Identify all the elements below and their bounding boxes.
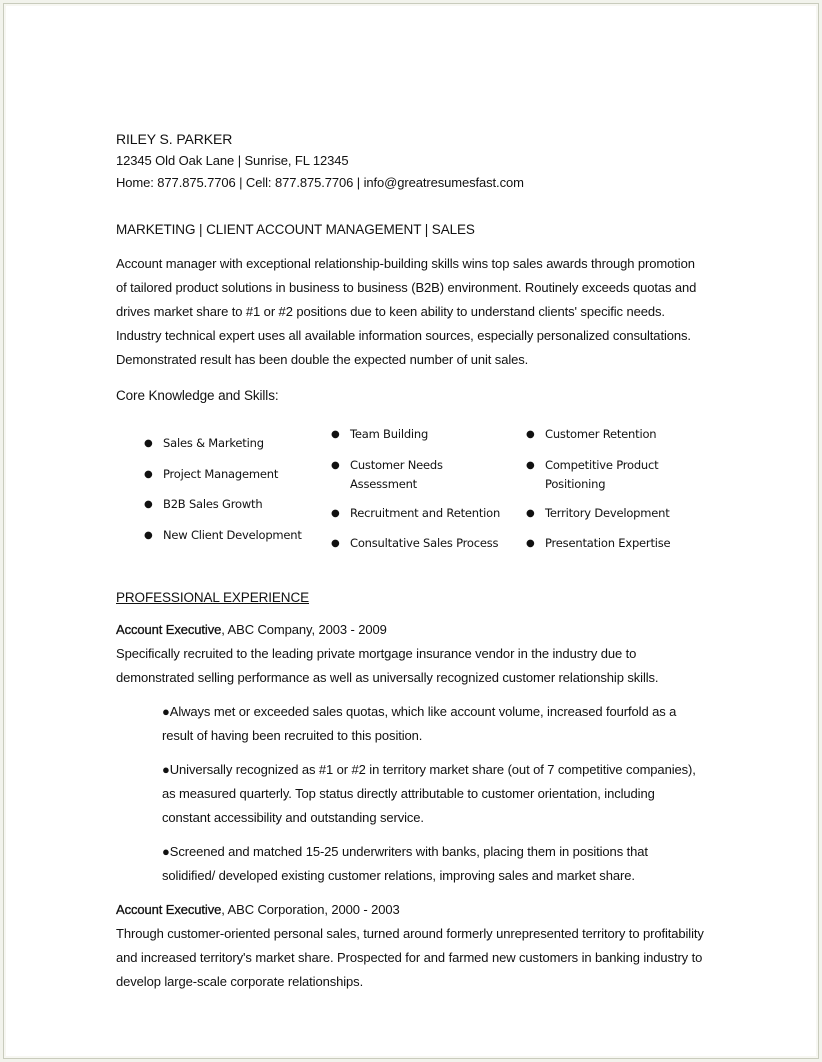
bullet-icon: ● (526, 429, 535, 440)
job-title: Account Executive (116, 902, 222, 917)
skill-item (144, 434, 264, 453)
skill-item (144, 465, 279, 484)
skill-item (331, 456, 443, 494)
bullet-icon: ● (331, 538, 340, 549)
achievement-item: ●Screened and matched 15-25 underwriters with banks, placing them in positions that solidified/ developed existing customer relations, improving sales and market share. (162, 844, 648, 883)
summary-paragraph: Account manager with exceptional relationship-building skills wins top sales awards through promotion of tailored product solutions in business to business (B2B) environment. Routinely exceeds quotas and drives market share to #1 or #2 positions due to keen ability to understand clients' specific needs. Industry technical expert uses all available information sources, especially personalized consultations. Demonstrated result has been double the expected number of unit sales. (116, 256, 697, 367)
skill-label: Territory Development (545, 506, 670, 520)
skill-item (144, 526, 302, 545)
bullet-icon: ● (526, 538, 535, 549)
contact-line: Home: 877.875.7706 | Cell: 877.875.7706 | info@greatresumesfast.com (116, 175, 524, 190)
bullet-icon: ● (144, 469, 153, 480)
resume-headline: MARKETING | CLIENT ACCOUNT MANAGEMENT | SALES (116, 222, 475, 237)
skills-title: Core Knowledge and Skills: (116, 388, 279, 403)
bullet-icon: ● (331, 508, 340, 519)
skill-label: Consultative Sales Process (350, 536, 499, 550)
skill-label: New Client Development (163, 528, 302, 542)
skill-label: Customer Needs Assessment (350, 458, 443, 491)
job-description: Through customer-oriented personal sales, turned around formerly unrepresented territory to profitability and increased territory's market share. Prospected for and farmed new customers in banking industry to develop large-scale corporate relationships. (116, 926, 704, 989)
job-heading (116, 618, 716, 642)
skill-item (331, 504, 501, 523)
skill-item (526, 456, 659, 494)
bullet-icon: ● (144, 438, 153, 449)
skill-label: B2B Sales Growth (163, 497, 263, 511)
bullet-icon: ● (331, 429, 340, 440)
job-title: Account Executive (116, 622, 222, 637)
skill-item (144, 495, 263, 514)
skill-label: Project Management (163, 467, 279, 481)
bullet-icon: ● (331, 460, 340, 471)
job-description: Specifically recruited to the leading private mortgage insurance vendor in the industry due to demonstrated selling performance as well as universally recognized customer relationship skills. (116, 646, 659, 685)
job-company-dates: , ABC Corporation, 2000 - 2003 (221, 902, 400, 917)
candidate-name: RILEY S. PARKER (116, 131, 233, 147)
skill-label: Sales & Marketing (163, 436, 264, 450)
skill-item (331, 425, 429, 444)
job-entry (116, 898, 716, 994)
skill-item (331, 534, 499, 553)
bullet-icon: ● (144, 530, 153, 541)
skill-label: Team Building (350, 427, 429, 441)
address-line: 12345 Old Oak Lane | Sunrise, FL 12345 (116, 153, 349, 168)
resume-page (116, 128, 716, 994)
skill-label: Recruitment and Retention (350, 506, 501, 520)
job-company-dates: , ABC Company, 2003 - 2009 (221, 622, 387, 637)
bullet-icon: ● (526, 508, 535, 519)
achievement-item: ●Universally recognized as #1 or #2 in territory market share (out of 7 competitive companies), as measured quarterly. Top status directly attributable to customer orientation, including constant accessibility and outstanding service. (162, 762, 696, 825)
skill-label: Competitive Product Positioning (545, 458, 659, 491)
skill-item (526, 534, 671, 553)
bullet-icon: ● (144, 499, 153, 510)
skill-item (526, 504, 670, 523)
skill-label: Presentation Expertise (545, 536, 671, 550)
job-entry (116, 618, 716, 888)
achievement-item: ●Always met or exceeded sales quotas, which like account volume, increased fourfold as a result of having been recruited to this position. (162, 704, 677, 743)
job-achievements (116, 700, 716, 888)
skills-grid (116, 408, 716, 558)
skill-label: Customer Retention (545, 427, 657, 441)
bullet-icon: ● (526, 460, 535, 471)
experience-title: PROFESSIONAL EXPERIENCE (116, 590, 310, 605)
job-heading (116, 898, 716, 922)
skill-item (526, 425, 657, 444)
